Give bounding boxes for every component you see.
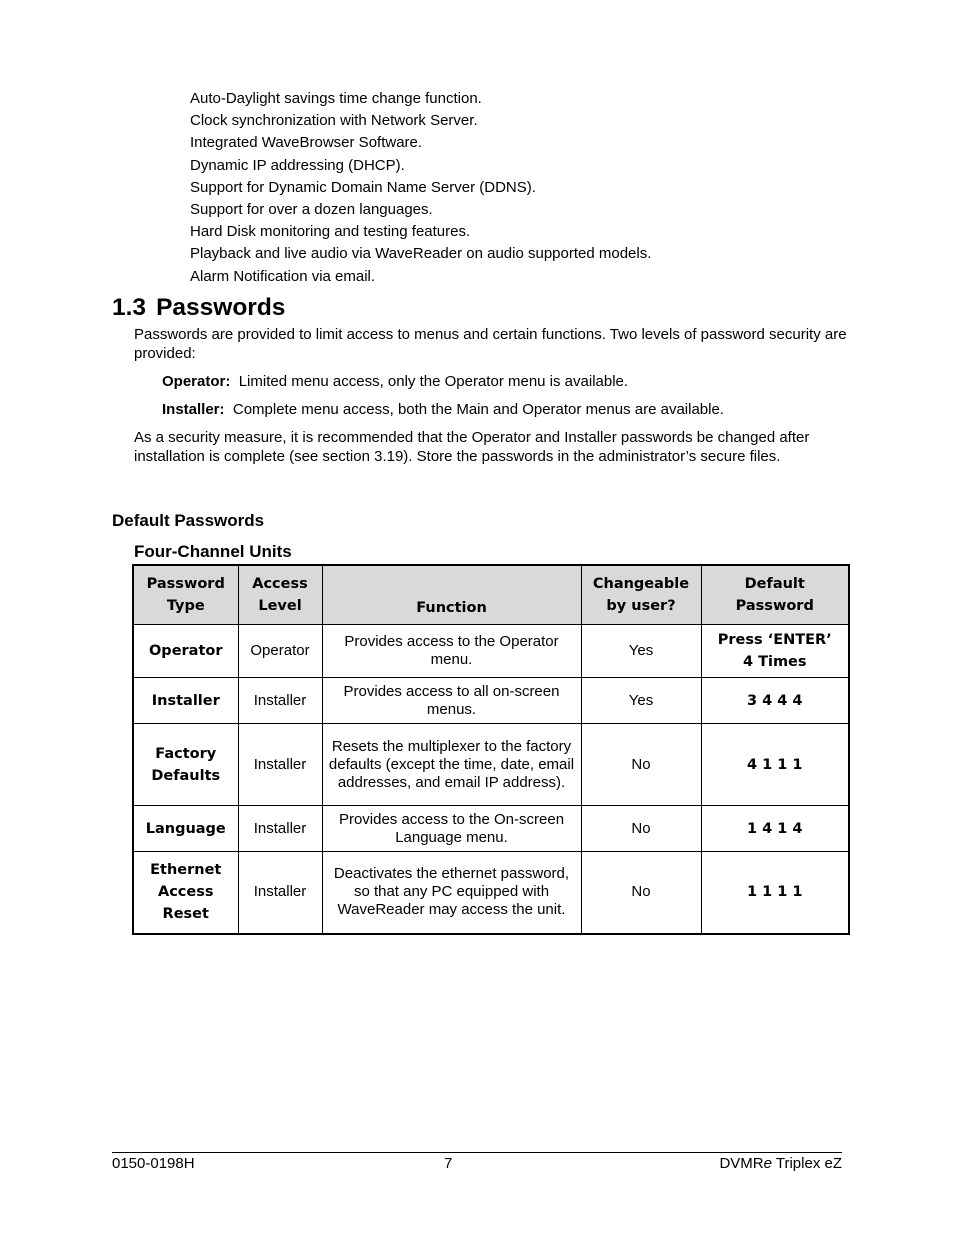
cell-changeable: Yes <box>581 678 701 724</box>
cell-function: Resets the multiplexer to the factory defaults (except the time, date, email addresses, and email IP address). <box>322 724 581 806</box>
feature-item: Auto-Daylight savings time change function. <box>190 90 482 107</box>
cell-access-level: Installer <box>238 852 322 934</box>
section-number: 1.3 <box>112 294 147 321</box>
cell-default-password: 1 4 1 4 <box>701 806 849 852</box>
table-row <box>133 852 849 934</box>
operator-label: Operator: <box>162 373 231 390</box>
cell-changeable: No <box>581 806 701 852</box>
default-passwords-heading: Default Passwords <box>112 511 265 530</box>
col-header-default-password: Default Password <box>701 565 849 625</box>
feature-item: Support for Dynamic Domain Name Server (DDNS). <box>190 178 536 196</box>
cell-default-password: 4 1 1 1 <box>701 724 849 806</box>
cell-function: Provides access to the Operator menu. <box>322 625 581 678</box>
feature-item: Integrated WaveBrowser Software. <box>190 134 423 152</box>
operator-level-description <box>162 373 882 392</box>
feature-item: Playback and live audio via WaveReader on audio supported models. <box>190 245 652 263</box>
table-row <box>133 724 849 806</box>
operator-text: Limited menu access, only the Operator menu is available. <box>238 373 629 390</box>
table-row <box>133 678 849 724</box>
cell-access-level: Operator <box>238 625 322 678</box>
feature-item: Dynamic IP addressing (DHCP). <box>190 156 405 174</box>
cell-changeable: No <box>581 852 701 934</box>
cell-default-password: 1 1 1 1 <box>701 852 849 934</box>
cell-password-type: Language <box>133 806 238 852</box>
four-channel-heading: Four-Channel Units <box>134 542 292 561</box>
cell-changeable: No <box>581 724 701 806</box>
col-header-function: Function <box>322 565 581 625</box>
feature-item: Alarm Notification via email. <box>190 267 376 285</box>
col-header-changeable: Changeable by user? <box>581 565 701 625</box>
password-table <box>132 564 850 935</box>
cell-default-password: Press ‘ENTER’ 4 Times <box>701 625 849 678</box>
cell-password-type: Ethernet Access Reset <box>133 852 238 934</box>
installer-level-description <box>162 401 882 420</box>
footer-product-name: DVMRe Triplex eZ <box>719 1155 842 1172</box>
table-header-row <box>133 565 849 625</box>
cell-default-password: 3 4 4 4 <box>701 678 849 724</box>
cell-password-type: Factory Defaults <box>133 724 238 806</box>
footer-divider <box>112 1152 842 1153</box>
footer-doc-number: 0150-0198H <box>112 1155 195 1172</box>
cell-changeable: Yes <box>581 625 701 678</box>
feature-item: Hard Disk monitoring and testing features. <box>190 223 471 241</box>
footer-page-number: 7 <box>444 1155 453 1172</box>
cell-function: Deactivates the ethernet password, so that any PC equipped with WaveReader may access the unit. <box>322 852 581 934</box>
cell-function: Provides access to all on-screen menus. <box>322 678 581 724</box>
cell-password-type: Installer <box>133 678 238 724</box>
cell-password-type: Operator <box>133 625 238 678</box>
section-heading <box>112 292 285 324</box>
feature-item: Support for over a dozen languages. <box>190 200 433 218</box>
table-row <box>133 806 849 852</box>
section-title: Passwords <box>156 294 286 321</box>
col-header-access-level: Access Level <box>238 565 322 625</box>
installer-text: Complete menu access, both the Main and Operator menus are available. <box>232 401 724 418</box>
cell-access-level: Installer <box>238 724 322 806</box>
col-header-password-type: Password Type <box>133 565 238 625</box>
cell-access-level: Installer <box>238 678 322 724</box>
table-row <box>133 625 849 678</box>
cell-access-level: Installer <box>238 806 322 852</box>
security-note: As a security measure, it is recommended that the Operator and Installer passwords be changed after installation is complete (see section 3.19). Store the passwords in the administrator’s secure files. <box>134 429 810 465</box>
installer-label: Installer: <box>162 401 225 418</box>
feature-list <box>190 88 651 288</box>
feature-item: Clock synchronization with Network Server. <box>190 112 478 130</box>
cell-function: Provides access to the On-screen Language menu. <box>322 806 581 852</box>
intro-paragraph: Passwords are provided to limit access to menus and certain functions. Two levels of password security are provided: <box>134 326 847 362</box>
